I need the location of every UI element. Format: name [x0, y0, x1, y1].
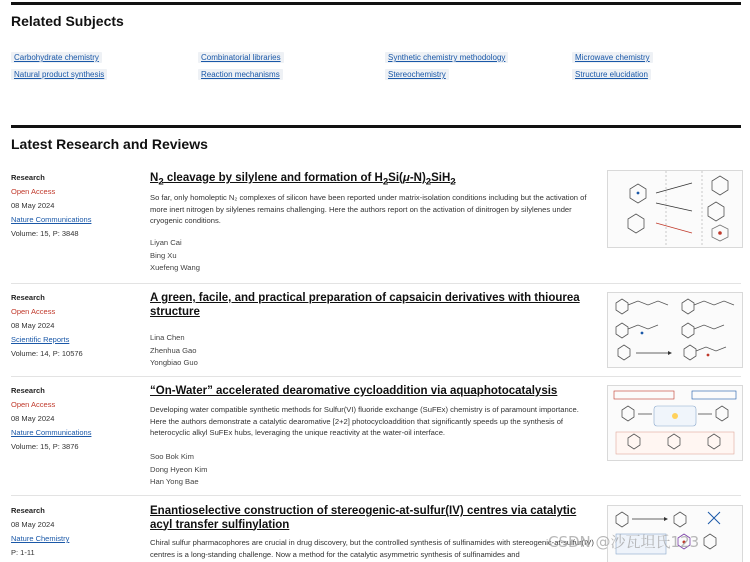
latest-research-heading: Latest Research and Reviews [11, 136, 208, 152]
article-title-link[interactable] [150, 172, 590, 189]
subscript: 2 [382, 176, 389, 188]
publication-date: 08 May 2024 [11, 520, 55, 529]
publication-date: 08 May 2024 [11, 201, 55, 210]
article-meta [11, 171, 131, 241]
author-name: Yongbiao Guo [150, 358, 198, 367]
related-subjects-heading: Related Subjects [11, 13, 124, 29]
author-name: Han Yong Bae [150, 477, 199, 486]
reaction-scheme-figure [608, 293, 742, 367]
subscript: 2 [158, 176, 164, 188]
author-name: Lina Chen [150, 333, 185, 342]
subject-link-microwave-chemistry[interactable]: Microwave chemistry [572, 52, 653, 63]
volume-info: Volume: 15, P: 3848 [11, 229, 79, 238]
article-abstract: Chiral sulfur pharmacophores are crucial in drug discovery, but the controlled synthesis of sulfinamides with stereogenic-at-sulfur(IV) centres is a long-standing challenge. Now a method for the catalytic asymmetric synthesis of sulfinamides and [150, 538, 594, 559]
journal-link[interactable]: Nature Communications [11, 215, 92, 224]
article-meta [11, 384, 131, 454]
author-name: Soo Bok Kim [150, 452, 194, 461]
publication-date: 08 May 2024 [11, 414, 55, 423]
author-list [150, 237, 200, 275]
article-type: Research [11, 293, 45, 302]
article-type: Research [11, 506, 45, 515]
article-title-link[interactable]: Enantioselective construction of stereogenic-at-sulfur(IV) centres via catalytic acyl transfer sulfinylation [150, 505, 577, 531]
title-part: N [150, 172, 159, 184]
article-meta [11, 504, 131, 560]
article-abstract: Developing water compatible synthetic methods for Sulfur(VI) fluoride exchange (SuFEx) chemistry is of paramount importance. Here the authors demonstrate a catalytic dearomative [2+2] photocycloaddition that significantly speeds up the synthesis of heterocyclic alkyl SuFEx hubs, leveraging the unique reactivity at the water-oil interface. [150, 405, 579, 437]
reaction-scheme-figure [608, 171, 742, 247]
journal-link[interactable]: Scientific Reports [11, 335, 70, 344]
subject-link-reaction-mechanisms[interactable]: Reaction mechanisms [198, 69, 283, 80]
subscript: 2 [425, 176, 432, 188]
subject-link-synthetic-chemistry-methodology[interactable]: Synthetic chemistry methodology [385, 52, 508, 63]
subject-link-structure-elucidation[interactable]: Structure elucidation [572, 69, 651, 80]
author-name: Zhenhua Gao [150, 345, 197, 355]
reaction-scheme-figure [608, 386, 742, 460]
article-figure-thumbnail[interactable] [607, 385, 743, 461]
article-abstract: So far, only homoleptic N₂ complexes of silicon have been reported under matrix-isolation conditions including but the activation of more inert nitrogen by silylenes remains challenging. Here the authors report on the activation of dinitrogen by silylenes under cryogenic conditions. [150, 193, 587, 225]
latest-section-border [11, 125, 741, 128]
title-part: Si( [388, 172, 403, 184]
article-separator [11, 376, 741, 377]
article-title-link[interactable]: A green, facile, and practical preparation of capsaicin derivatives with thiourea structure [150, 292, 580, 318]
title-part: SiH [431, 172, 451, 184]
watermark-text: CSDN @沙瓦坦氏123 [548, 533, 700, 551]
author-list [150, 451, 207, 489]
article-type: Research [11, 173, 45, 182]
article-type: Research [11, 386, 45, 395]
author-name: Xuefeng Wang [150, 263, 200, 272]
open-access-badge: Open Access [11, 187, 56, 196]
volume-info: P: 1-11 [11, 548, 35, 557]
journal-link[interactable]: Nature Chemistry [11, 534, 70, 543]
top-border [11, 2, 741, 5]
author-name: Dong Hyeon Kim [150, 464, 208, 474]
volume-info: Volume: 15, P: 3876 [11, 442, 79, 451]
subject-link-carbohydrate-chemistry[interactable]: Carbohydrate chemistry [11, 52, 102, 63]
volume-info: Volume: 14, P: 10576 [11, 349, 83, 358]
subject-link-combinatorial-libraries[interactable]: Combinatorial libraries [198, 52, 284, 63]
title-part-mu: μ [402, 172, 410, 184]
article-figure-thumbnail[interactable] [607, 292, 743, 368]
journal-link[interactable]: Nature Communications [11, 428, 92, 437]
title-part: -N) [409, 172, 426, 184]
article-separator [11, 283, 741, 284]
title-part: cleavage by silylene and formation of H [163, 172, 383, 184]
article-separator [11, 495, 741, 496]
subject-link-stereochemistry[interactable]: Stereochemistry [385, 69, 449, 80]
publication-date: 08 May 2024 [11, 321, 55, 330]
article-meta [11, 291, 131, 361]
author-name: Liyan Cai [150, 238, 182, 247]
subject-link-natural-product-synthesis[interactable]: Natural product synthesis [11, 69, 107, 80]
subscript: 2 [450, 176, 456, 188]
author-name: Bing Xu [150, 250, 177, 260]
author-list [150, 332, 198, 370]
open-access-badge: Open Access [11, 307, 56, 316]
article-title-link[interactable]: “On-Water” accelerated dearomative cycloaddition via aquaphotocatalysis [150, 385, 558, 397]
article-figure-thumbnail[interactable] [607, 170, 743, 248]
open-access-badge: Open Access [11, 400, 56, 409]
